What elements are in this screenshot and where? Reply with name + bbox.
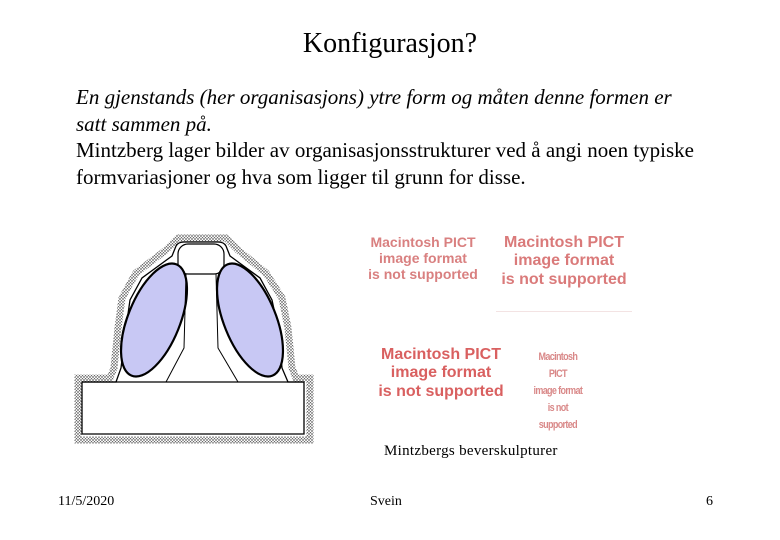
pict-placeholder-4-line1: Macintosh PICT	[538, 351, 578, 381]
pict-placeholder-1-line2: image format	[379, 250, 467, 267]
footer-date: 11/5/2020	[58, 494, 115, 509]
pict-placeholder-1	[360, 234, 486, 282]
slide-body	[76, 84, 696, 191]
pict-placeholder-3	[366, 346, 516, 401]
pict-placeholder-3-line3: is not supported	[378, 382, 504, 400]
pict-placeholder-2-line1: Macintosh PICT	[503, 234, 624, 251]
footer-author: Svein	[370, 494, 402, 509]
pict-placeholder-4	[530, 349, 586, 434]
pict-placeholder-4-line3: is not supported	[538, 402, 577, 432]
strategic-apex-shape	[178, 244, 224, 274]
pict-placeholder-4-line2: image format	[533, 385, 583, 398]
pict-placeholder-2	[496, 234, 632, 312]
pict-placeholder-2-line2: image format	[513, 252, 615, 270]
slide-title: Konfigurasjon?	[302, 28, 478, 59]
intro-italic-text: En gjenstands (her organisasjons) ytre form og måten denne formen er satt sammen på.	[76, 85, 672, 136]
pict-placeholder-2-line3: is not supported	[501, 270, 627, 288]
figure-caption: Mintzbergs beverskulpturer	[384, 443, 558, 459]
mintzberg-structure-diagram	[66, 228, 316, 446]
pict-placeholder-1-line1: Macintosh PICT	[370, 234, 476, 250]
intro-text: Mintzberg lager bilder av organisasjonsstrukturer ved å angi noen typiske formvariasjoner og hva som ligger til grunn for disse.	[76, 138, 694, 189]
footer-page-number: 6	[706, 494, 713, 509]
pict-placeholder-1-line3: is not supported	[368, 266, 478, 283]
pict-placeholder-3-line1: Macintosh PICT	[380, 346, 501, 363]
pict-placeholder-3-line2: image format	[390, 364, 492, 382]
